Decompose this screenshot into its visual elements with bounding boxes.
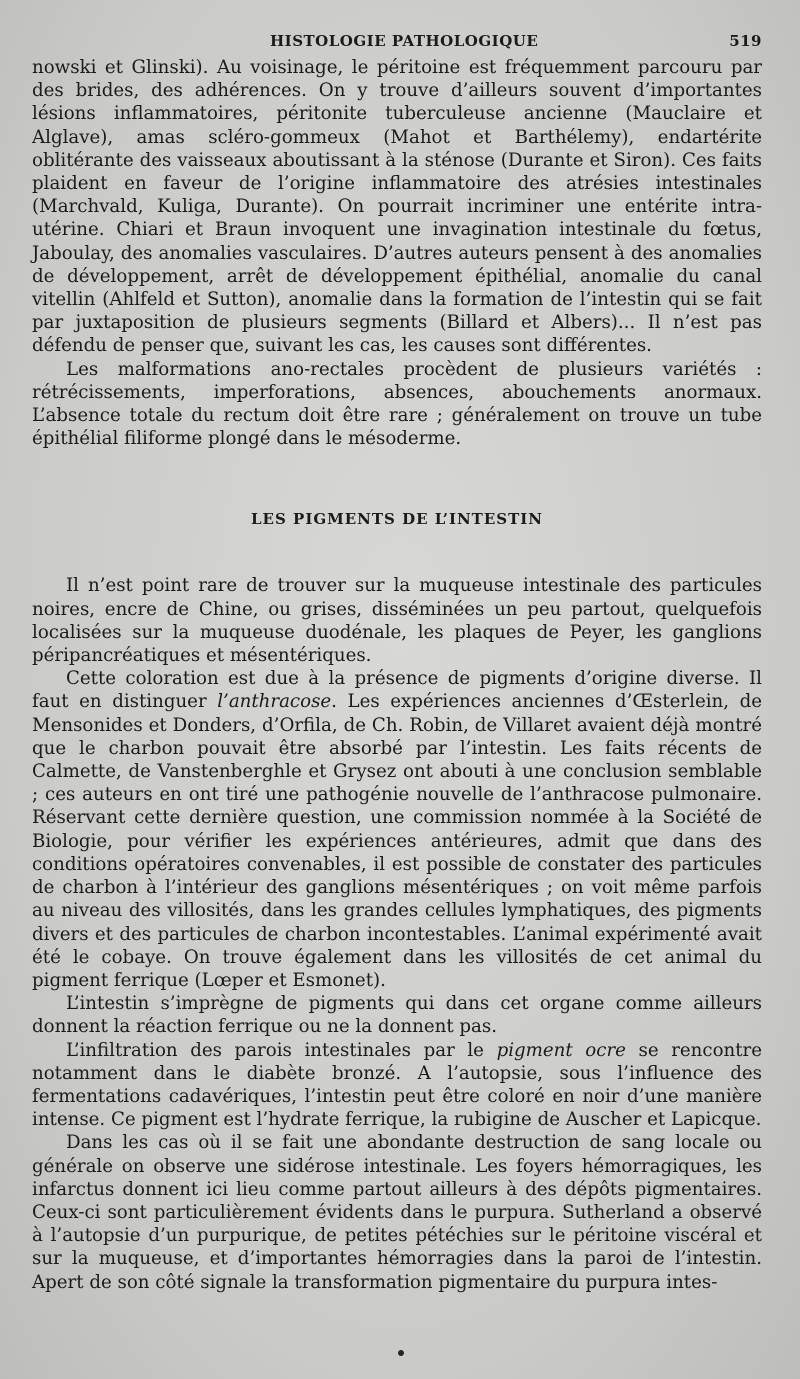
book-page [32,26,762,1294]
ink-speck [398,1350,404,1356]
paragraph-anthracose [32,667,762,992]
paragraph-pigment-ocre [32,1039,762,1132]
ocre-term: pigment ocre [496,1039,626,1061]
running-head [32,26,762,56]
ocre-text-start: L’infiltration des parois intestinales par le [66,1039,497,1061]
paragraph-continued: nowski et Glinski). Au voisinage, le péritoine est fréquemment parcouru par des brides, des adhérences. On y trouve d’ailleurs souvent d’importantes lésions inflammatoires, péritonite tuberculeuse ancienne (Mauclaire et Alglave), amas scléro-gommeux (Mahot et Barthélemy), endartérite oblitérante des vaisseaux aboutissant à la sténose (Durante et Siron). Ces faits plaident en faveur de l’origine inflammatoire des atrésies intestinales (Marchvald, Kuliga, Durante). On pourrait incriminer une entérite intra-utérine. Chiari et Braun invoquent une invagination intestinale du fœtus, Jaboulay, des anomalies vasculaires. D’autres auteurs pensent à des anomalies de développement, arrêt de développement épithélial, anomalie du canal vitellin (Ahlfeld et Sutton), anomalie dans la formation de l’intestin qui se fait par juxtaposition de plusieurs segments (Billard et Albers)... Il n’est pas défendu de penser que, suivant les cas, les causes sont différentes. [32,57,762,357]
paragraph-pigments-intro: Il n’est point rare de trouver sur la muqueuse intestinale des particules noires, encre de Chine, ou grises, disséminées un peu partout, quelquefois localisées sur la muqueuse duodénale, les plaques de Peyer, les ganglions péripancréatiques et mésentériques. [32,575,762,667]
section-gap [32,450,762,510]
paragraph-impregnation: L’intestin s’imprègne de pigments qui dans cet organe comme ailleurs donnent la réaction ferrique ou ne la donnent pas. [32,993,762,1038]
page-number: 519 [729,32,762,50]
paragraph-malformations: Les malformations ano-rectales procèdent de plusieurs variétés : rétrécissements, imperforations, absences, abouchements anormaux. L’absence totale du rectum doit être rare ; généralement on trouve un tube épithélial filiforme plongé dans le mésoderme. [32,358,762,450]
running-title: HISTOLOGIE PATHOLOGIQUE [270,32,539,50]
anthracose-text-start: Cette coloration est due à la présence de pigments d’origine diverse. Il faut en distinguer [32,668,762,713]
ocre-text-end: se rencontre notamment dans le diabète bronzé. A l’autopsie, sous l’influence des fermentations cadavériques, l’intestin peut être coloré en noir d’une manière intense. Ce pigment est l’hydrate ferrique, la rubigine de Auscher et Lapicque. [32,1039,763,1131]
section-title: LES PIGMENTS DE L’INTESTIN [251,510,543,529]
paragraph-siderose: Dans les cas où il se fait une abondante destruction de sang locale ou générale on observe une sidérose intestinale. Les foyers hémorragiques, les infarctus donnent ici lieu comme partout ailleurs à des dépôts pigmentaires. Ceux-ci sont particulièrement évidents dans le purpura. Sutherland a observé à l’autopsie d’un purpurique, de petites pétéchies sur le péritoine viscéral et sur la muqueuse, et d’importantes hémorragies dans la paroi de l’intestin. Apert de son côté signale la transformation pigmentaire du purpura intes- [32,1132,762,1293]
anthracose-text-end: . Les expériences anciennes d’Œsterlein, de Mensonides et Donders, d’Orfila, de Ch. Robin, de Villaret avaient déjà montré que le charbon pouvait être absorbé par l’intestin. Les faits récents de Calmette, de Vanstenberghle et Grysez ont abouti à une conclusion semblable ; ces auteurs en ont tiré une pathogénie nouvelle de l’anthracose pulmonaire. Réservant cette dernière question, une commission nommée à la Société de Biologie, pour vérifier les expériences antérieures, admit que dans des conditions opératoires convenables, il est possible de constater des particules de charbon à l’intérieur des ganglions mésentériques ; on voit même parfois au niveau des villosités, dans les grandes cellules lymphatiques, des pigments divers et des particules de charbon incontestables. L’animal expérimenté avait été le cobaye. On trouve également dans les villosités de cet animal du pigment ferrique (Lœper et Esmonet). [32,691,762,991]
anthracose-term: l’anthracose [217,691,332,713]
